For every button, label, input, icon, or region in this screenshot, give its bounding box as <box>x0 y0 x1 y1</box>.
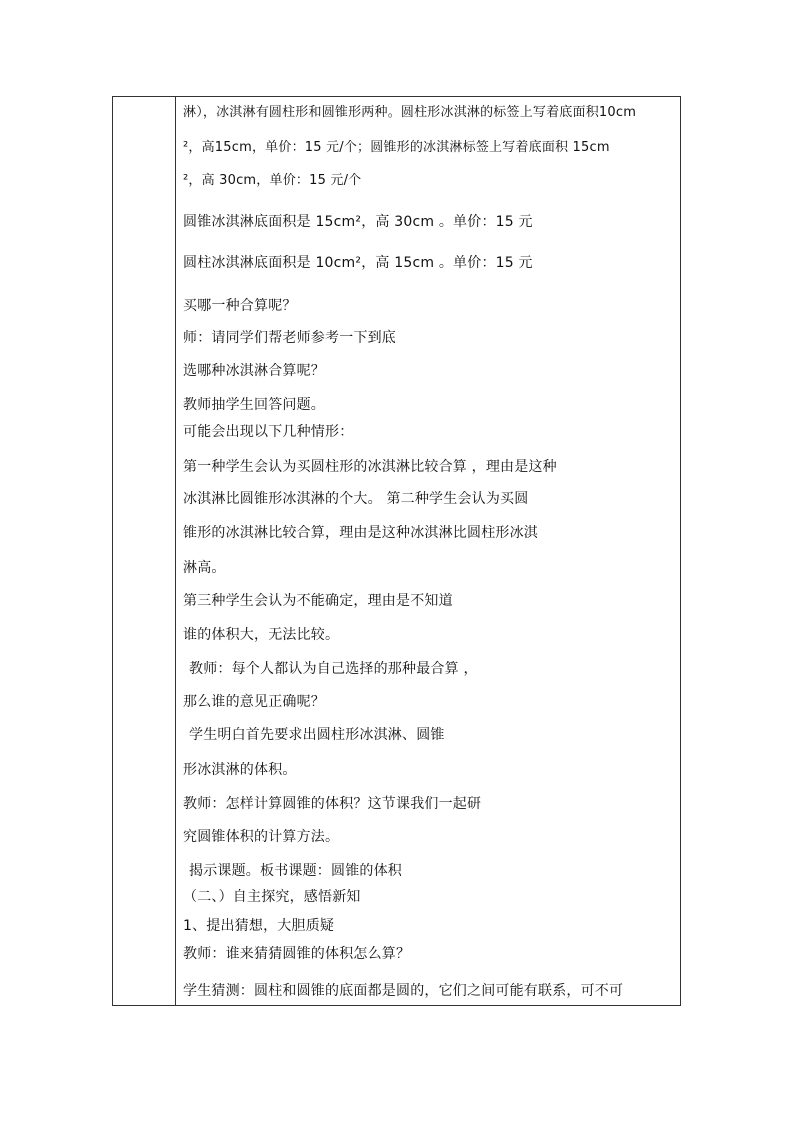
text-line: 师：请同学们帮老师参考一下到底 <box>183 330 396 346</box>
text-line: 学生明白首先要求出圆柱形冰淇淋、圆锥 <box>189 727 445 743</box>
text-line: 买哪一种合算呢？ <box>183 298 297 314</box>
text-line: 圆柱冰淇淋底面积是 10cm²，高 15cm 。单价：15 元 <box>183 255 533 271</box>
text-line: 教师：谁来猜猜圆锥的体积怎么算？ <box>183 946 411 962</box>
text-line: 淋），冰淇淋有圆柱形和圆锥形两种。圆柱形冰淇淋的标签上写着底面积10cm <box>183 105 637 120</box>
text-line: 揭示课题。板书课题：圆锥的体积 <box>189 863 402 879</box>
column-divider <box>175 96 176 1006</box>
text-line: 选哪种冰淇淋合算呢？ <box>183 363 325 379</box>
text-line: ²，高 30cm，单价：15 元/个 <box>183 173 362 188</box>
text-line: 淋高。 <box>183 560 226 576</box>
text-line: 教师：每个人都认为自己选择的那种最合算 ， <box>189 661 478 677</box>
text-line: 锥形的冰淇淋比较合算，理由是这种冰淇淋比圆柱形冰淇 <box>183 525 538 541</box>
text-line: 教师抽学生回答问题。 <box>183 397 325 413</box>
text-line: 那么谁的意见正确呢？ <box>183 694 325 710</box>
text-line: 圆锥冰淇淋底面积是 15cm²，高 30cm 。单价：15 元 <box>183 214 533 230</box>
text-line: 第三种学生会认为不能确定，理由是不知道 <box>183 593 453 609</box>
text-line: 究圆锥体积的计算方法。 <box>183 829 340 845</box>
text-line: 可能会出现以下几种情形： <box>183 424 354 440</box>
text-line: ²，高15cm，单价：15 元/个；圆锥形的冰淇淋标签上写着底面积 15cm <box>183 140 610 155</box>
text-line: 冰淇淋比圆锥形冰淇淋的个大。 第二种学生会认为买圆 <box>183 491 529 507</box>
text-line: 教师：怎样计算圆锥的体积？这节课我们一起研 <box>183 796 482 812</box>
text-line: 学生猜测：圆柱和圆锥的底面都是圆的，它们之间可能有联系，可不可 <box>183 983 624 999</box>
text-line: 谁的体积大，无法比较。 <box>183 627 340 643</box>
text-line: 1、提出猜想，大胆质疑 <box>183 918 335 934</box>
text-line: 形冰淇淋的体积。 <box>183 762 297 778</box>
text-line: 第一种学生会认为买圆柱形的冰淇淋比较合算 ，理由是这种 <box>183 459 557 475</box>
text-line: （二、）自主探究，感悟新知 <box>183 889 361 905</box>
